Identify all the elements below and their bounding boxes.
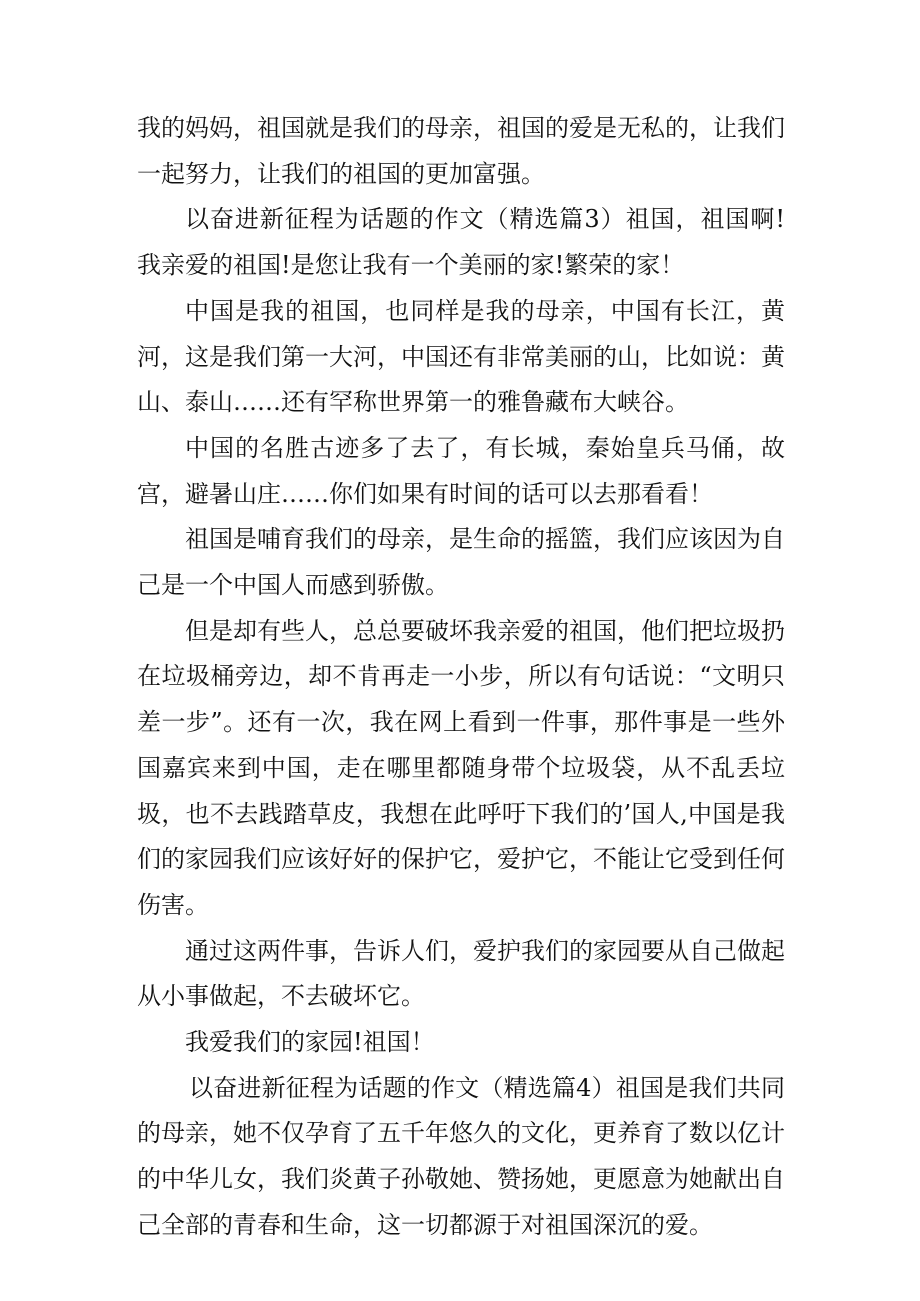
paragraph-continuation: 我的妈妈，祖国就是我们的母亲，祖国的爱是无私的，让我们一起努力，让我们的祖国的更加富强。 [137, 114, 785, 188]
paragraph-two-events: 通过这两件事，告诉人们，爱护我们的家园要从自己做起从小事做起，不去破坏它。 [137, 936, 785, 1011]
paragraph-litter-story: 但是却有些人，总总要破坏我亲爱的祖国，他们把垃圾扔在垃圾桶旁边，却不肯再走一小步，所以有句话说：“文明只差一步”。还有一次，我在网上看到一件事，那件事是一些外国嘉宾来到中国，走在哪里都随身带个垃圾袋，从不乱丢垃圾，也不去践踏草皮，我想在此呼吁下我们的’国人,中国是我们的家园我们应该好好的保护它，爱护它，不能让它受到任何伤害。 [137, 616, 785, 919]
document-body [137, 106, 785, 1249]
paragraph-motherland-pride: 祖国是哺育我们的母亲，是生命的摇篮，我们应该因为自己是一个中国人而感到骄傲。 [137, 525, 785, 600]
paragraph-landmarks: 中国的名胜古迹多了去了，有长城，秦始皇兵马俑，故宫，避暑山庄……你们如果有时间的话可以去那看看！ [137, 433, 785, 508]
paragraph-love-homeland: 我爱我们的家园!祖国！ [185, 1028, 435, 1057]
paragraph-essay-4-intro: 以奋进新征程为话题的作文（精选篇4）祖国是我们共同的母亲，她不仅孕育了五千年悠久的文化，更养育了数以亿计的中华儿女，我们炎黄子孙敬她、赞扬她，更愿意为她献出自己全部的青春和生命，这一切都源于对祖国深沉的爱。 [137, 1073, 785, 1239]
paragraph-rivers-mountains: 中国是我的祖国，也同样是我的母亲，中国有长江，黄河，这是我们第一大河，中国还有非常美丽的山，比如说：黄山、泰山……还有罕称世界第一的雅鲁藏布大峡谷。 [137, 296, 785, 417]
paragraph-essay-3-intro: 以奋进新征程为话题的作文（精选篇3）祖国，祖国啊!我亲爱的祖国!是您让我有一个美丽的家!繁荣的家！ [137, 205, 785, 280]
